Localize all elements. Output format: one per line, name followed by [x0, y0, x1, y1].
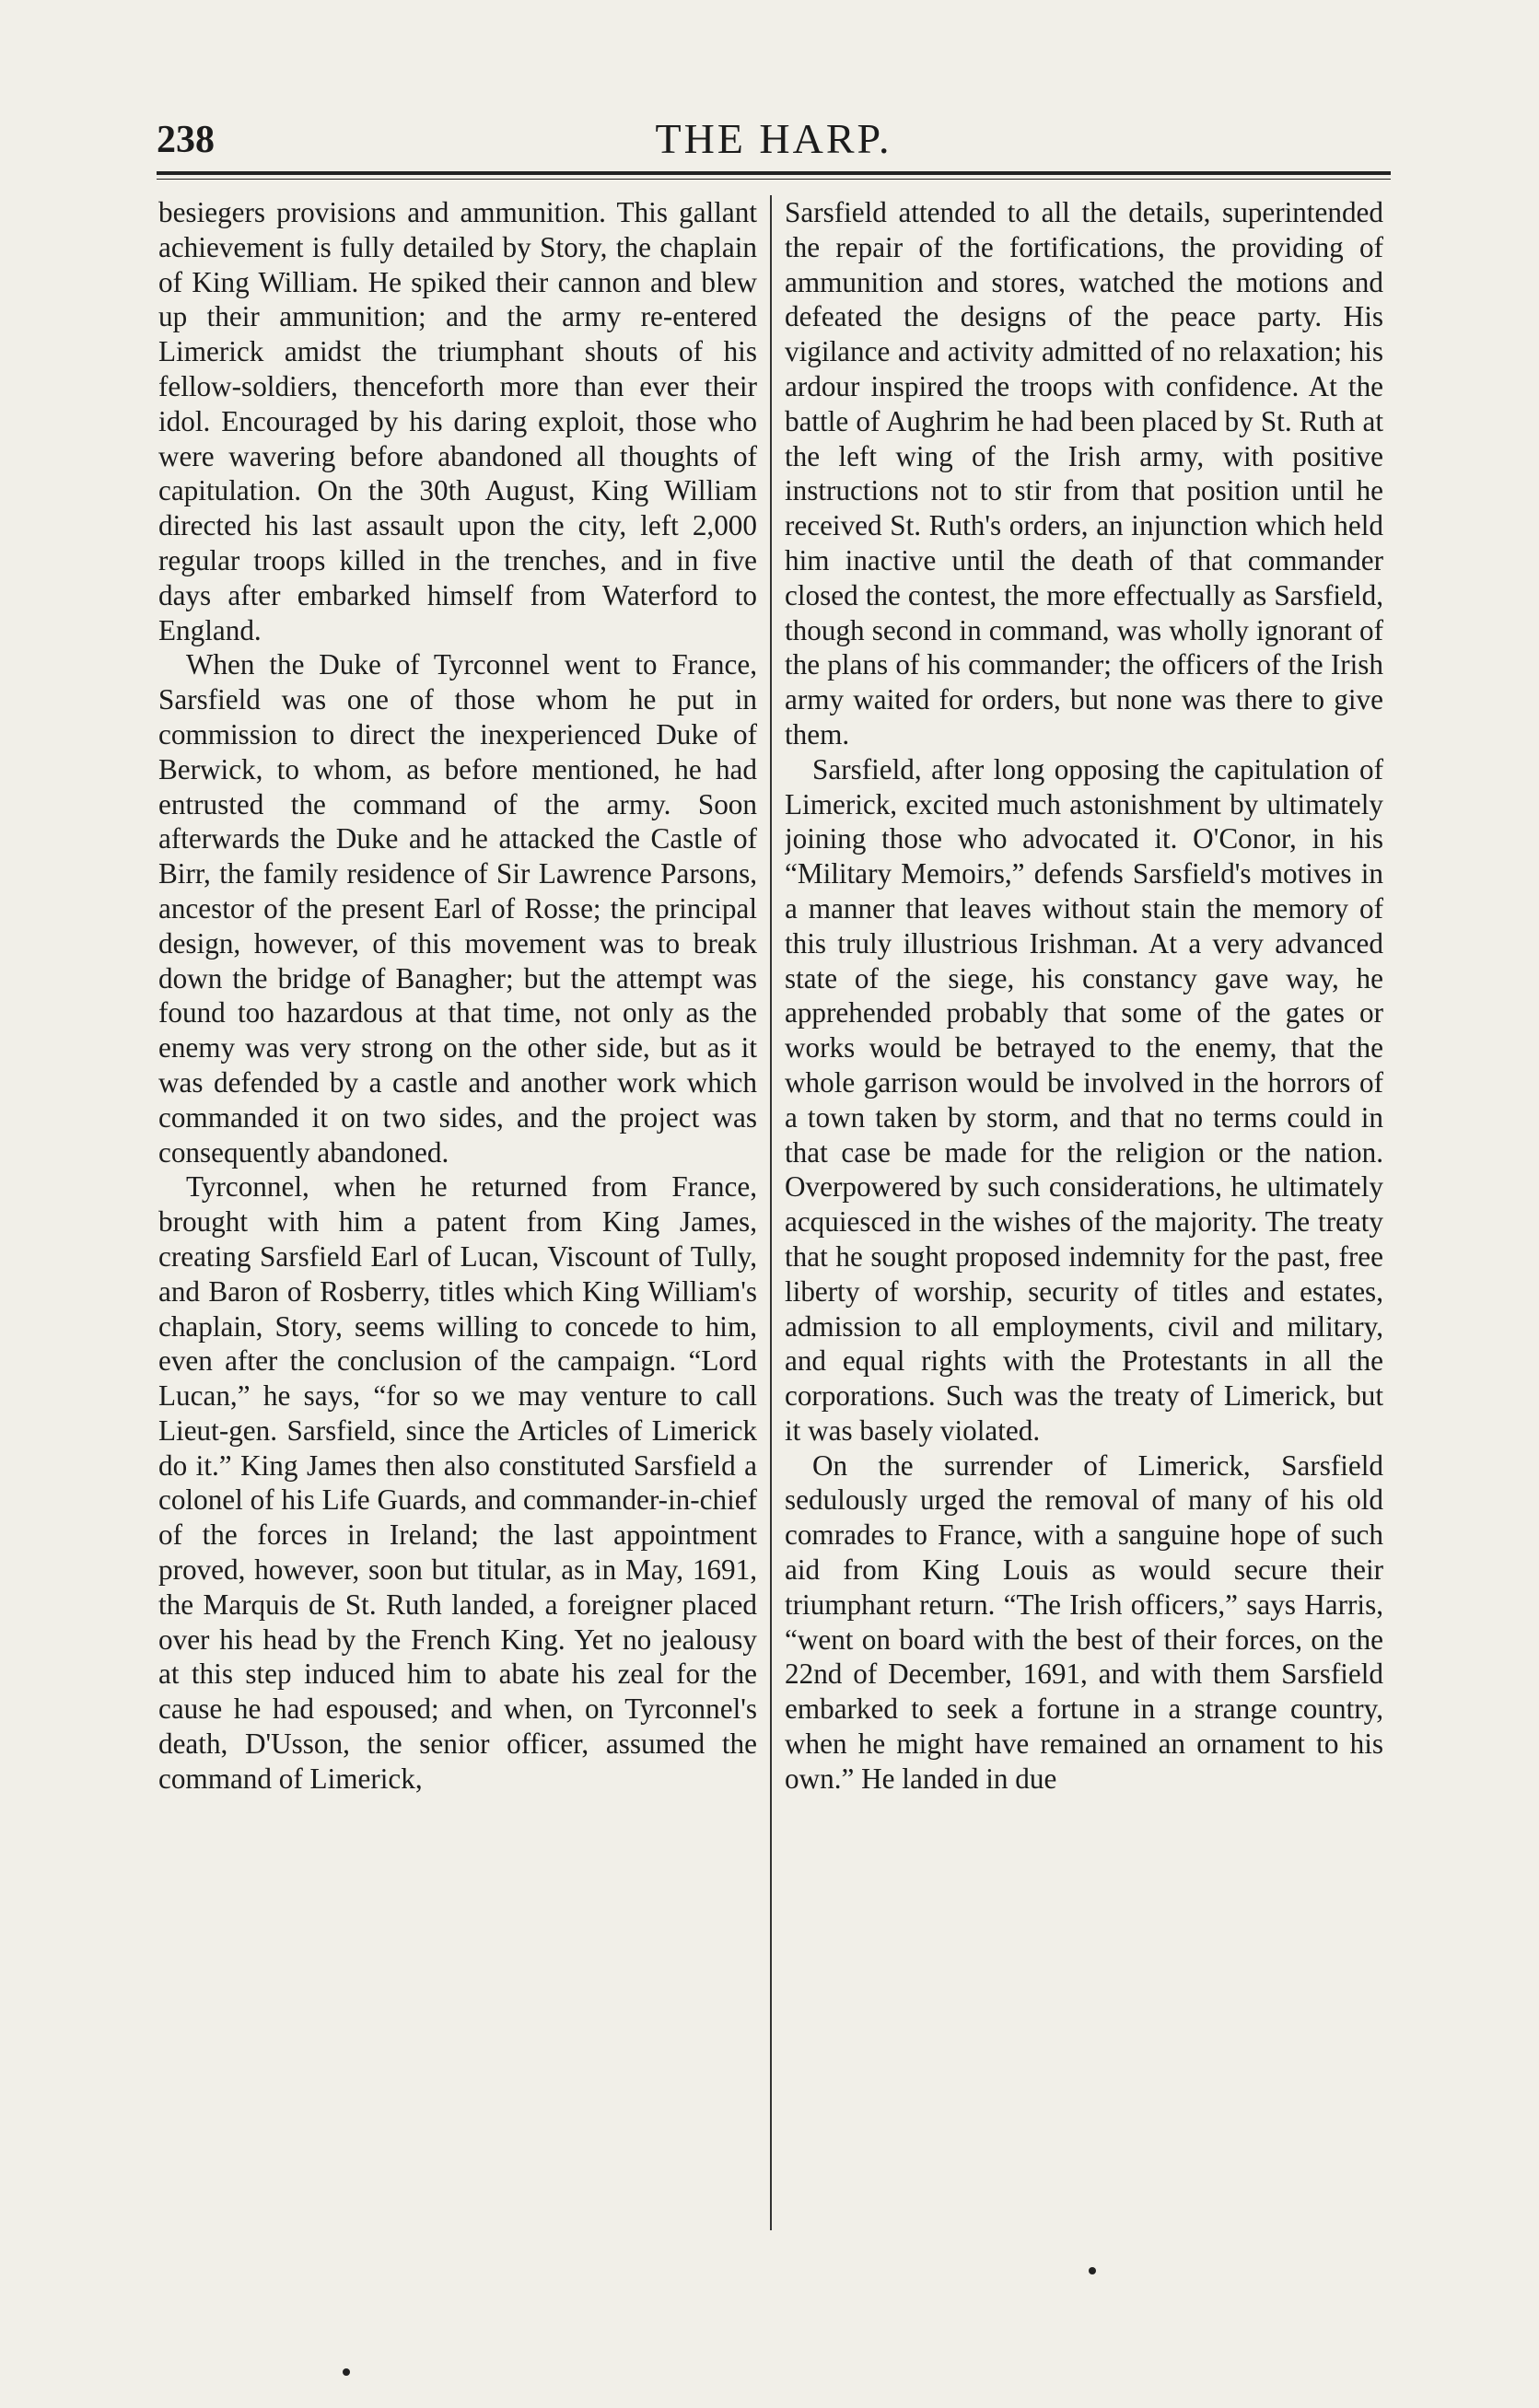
right-column [785, 195, 1383, 2230]
paragraph: Sarsfield attended to all the details, superintended the repair of the fortifications, the providing of ammunition and stores, watched the motions and defeated the designs of the peace party. His vigilance and activity admitted of no relaxation; his ardour inspired the troops with confidence. At the battle of Aughrim he had been placed by St. Ruth at the left wing of the Irish army, with positive instructions not to stir from that position until he received St. Ruth's orders, an injunction which held him inactive until the death of that commander closed the contest, the more effectually as Sarsfield, though second in command, was wholly ignorant of the plans of his commander; the officers of the Irish army waited for orders, but none was there to give them. [785, 196, 1383, 750]
ink-speck [343, 2368, 350, 2376]
page-number: 238 [157, 119, 215, 161]
paragraph: Tyrconnel, when he returned from France, brought with him a patent from King James, creating Sarsfield Earl of Lucan, Viscount of Tully, and Baron of Rosberry, titles which King William's chaplain, Story, seems willing to concede to him, even after the conclusion of the campaign. “Lord Lucan,” he says, “for so we may venture to call Lieut-gen. Sarsfield, since the Articles of Limerick do it.” King James then also constituted Sarsfield a colonel of his Life Guards, and commander-in-chief of the forces in Ireland; the last appointment proved, however, soon but titular, as in May, 1691, the Marquis de St. Ruth landed, a foreigner placed over his head by the French King. Yet no jealousy at this step induced him to abate his zeal for the cause he had espoused; and when, on Tyrconnel's death, D'Usson, the senior officer, assumed the command of Limerick, [158, 1170, 757, 1795]
left-column [158, 195, 757, 2230]
paragraph: Sarsfield, after long opposing the capitulation of Limerick, excited much astonishment by ultimately joining those who advocated it. O'Conor, in his “Military Memoirs,” defends Sarsfield's motives in a manner that leaves without stain the memory of this truly illustrious Irishman. At a very advanced state of the siege, his constancy gave way, he apprehended probably that some of the gates or works would be betrayed to the enemy, that the whole garrison would be involved in the horrors of a town taken by storm, and that no terms could in that case be made for the religion or the nation. Overpowered by such considerations, he ultimately acquiesced in the wishes of the majority. The treaty that he sought proposed indemnity for the past, free liberty of worship, security of titles and estates, admission to all employments, civil and military, and equal rights with the Protestants in all the corporations. Such was the treaty of Limerick, but it was basely violated. [785, 752, 1383, 1447]
header-rule [157, 171, 1391, 180]
column-divider [770, 195, 772, 2230]
running-title: THE HARP. [655, 115, 892, 162]
paragraph: On the surrender of Limerick, Sarsfield sedulously urged the removal of many of his old comrades to France, with a sanguine hope of such aid from King Louis as would secure their triumphant return. “The Irish officers,” says Harris, “went on board with the best of their forces, on the 22nd of December, 1691, and with them Sarsfield embarked to seek a fortune in a strange country, when he might have remained an ornament to his own.” He landed in due [785, 1448, 1383, 1795]
page-header [157, 111, 1391, 166]
paragraph: When the Duke of Tyrconnel went to France, Sarsfield was one of those whom he put in commission to direct the inexperienced Duke of Berwick, to whom, as before mentioned, he had entrusted the command of the army. Soon afterwards the Duke and he attacked the Castle of Birr, the family residence of Sir Lawrence Parsons, ancestor of the present Earl of Rosse; the principal design, however, of this movement was to break down the bridge of Banagher; but the attempt was found too hazardous at that time, not only as the enemy was very strong on the other side, but as it was defended by a castle and another work which commanded it on two sides, and the project was consequently abandoned. [158, 648, 757, 1169]
paragraph: besiegers provisions and ammunition. This gallant achievement is fully detailed by Story, the chaplain of King William. He spiked their cannon and blew up their ammunition; and the army re-entered Limerick amidst the triumphant shouts of his fellow-soldiers, thenceforth more than ever their idol. Encouraged by his daring exploit, those who were wavering before abandoned all thoughts of capitulation. On the 30th August, King William directed his last assault upon the city, left 2,000 regular troops killed in the trenches, and in five days after embarked himself from Waterford to England. [158, 196, 757, 646]
ink-speck [1089, 2267, 1096, 2274]
